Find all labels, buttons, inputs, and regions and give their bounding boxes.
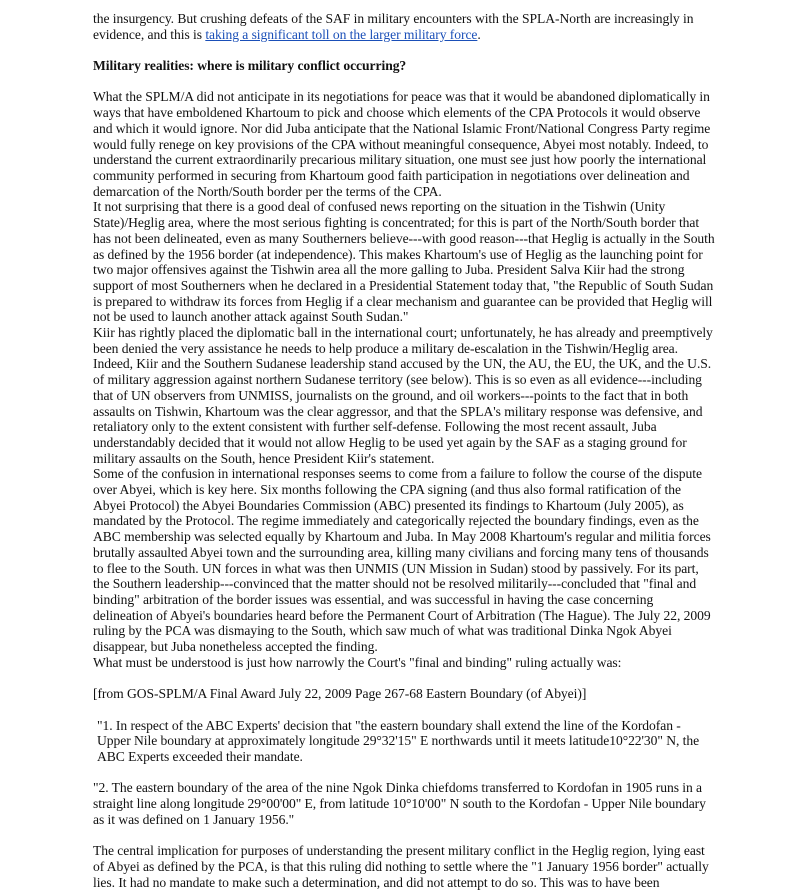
- intro-paragraph: [93, 11, 715, 42]
- spacer: [93, 702, 715, 718]
- spacer: [93, 42, 715, 58]
- section-heading: Military realities: where is military conflict occurring?: [93, 58, 407, 74]
- quoted-ruling-2: "2. The eastern boundary of the area of the nine Ngok Dinka chiefdoms transferred to Kordofan in 1905 runs in a straight line along longitude 29°00'00" E, from latitude 10°10'00" N south to the Kordofan - Upper Nile boundary as it was defined on 1 January 1956.": [93, 780, 706, 827]
- intro-text-end: .: [477, 26, 481, 42]
- intro-text: the insurgency. But crushing defeats of the SAF in military encounters with the SPLA-North are increasingly in evidence, and this is: [93, 11, 694, 42]
- body-paragraph: It not surprising that there is a good deal of confused news reporting on the situation in the Tishwin (Unity State)/Heglig area, where the most serious fighting is concentrated; for this is part of the North/South border that has not been delineated, even as many Southerners believe---with good reason---that Heglig is actually in the South as defined by the 1956 border (at independence). This makes Khartoum's use of Heglig as the launching point for two major offensives against the Tishwin area all the more galling to Juba. President Salva Kiir had the strong support of most Southerners when he declared in a Presidential Statement today that, "the Republic of South Sudan is prepared to withdraw its forces from Heglig if a clear mechanism and guarantee can be provided that Heglig will not be used to launch another attack against South Sudan.": [93, 199, 715, 325]
- citation: [from GOS-SPLM/A Final Award July 22, 2009 Page 267-68 Eastern Boundary (of Abyei)]: [93, 686, 587, 702]
- spacer: [93, 74, 715, 90]
- body-paragraph: What the SPLM/A did not anticipate in its negotiations for peace was that it would be abandoned diplomatically in ways that have emboldened Khartoum to pick and choose which elements of the CPA Protocols it would observe and which it would ignore. Nor did Juba anticipate that the National Islamic Front/National Congress Party regime would fully renege on key provisions of the CPA without meaningful consequence, Abyei most notably. Indeed, to understand the current extraordinarily precarious military situation, one must see just how poorly the international community performed in securing from Khartoum good faith participation in negotiations over delineation and demarcation of the North/South border per the terms of the CPA.: [93, 89, 711, 199]
- article-link[interactable]: taking a significant toll on the larger military force: [205, 26, 478, 42]
- article-body: [93, 11, 715, 890]
- body-paragraph: What must be understood is just how narrowly the Court's "final and binding" ruling actually was:: [93, 654, 622, 670]
- spacer: [93, 827, 715, 843]
- closing-paragraph: The central implication for purposes of understanding the present military conflict in the Heglig region, lying east of Abyei as defined by the PCA, is that this ruling did nothing to settle where the "1 January 1956 border" actually lies. It had no mandate to make such a determination, and did not attempt to do so. This was to have been: [93, 843, 709, 890]
- body-paragraph: Kiir has rightly placed the diplomatic ball in the international court; unfortunately, he has already and preemptively been denied the very assistance he needs to help produce a military de-escalation in the Tishwin/Heglig area. Indeed, Kiir and the Southern Sudanese leadership stand accused by the UN, the AU, the EU, the UK, and the U.S. of military aggression against northern Sudanese territory (see below). This is so even as all evidence---including that of UN observers from UNMISS, journalists on the ground, and oil workers---points to the fact that in both assaults on Tishwin, Khartoum was the clear aggressor, and that the SPLA's military response was defensive, and retaliatory only to the extent consistent with further self-defense. Following the most recent assault, Juba understandably decided that it would not allow Heglig to be used yet again by the SAF as a staging ground for military assaults on the South, hence President Kiir's statement.: [93, 325, 713, 466]
- body-paragraph: Some of the confusion in international responses seems to come from a failure to follow the course of the dispute over Abyei, which is key here. Six months following the CPA signing (and thus also formal ratification of the Abyei Protocol) the Abyei Boundaries Commission (ABC) presented its findings to Khartoum (July 2005), as mandated by the Protocol. The regime immediately and categorically rejected the boundary findings, even as the ABC membership was selected equally by Khartoum and Juba. In May 2008 Khartoum's regular and militia forces brutally assaulted Abyei town and the surrounding area, killing many civilians and forcing many tens of thousands to flee to the South. UN forces in what was then UNMIS (UN Mission in Sudan) stood by passively. For its part, the Southern leadership---convinced that the matter should not be resolved militarily---concluded that "final and binding" arbitration of the border issues was essential, and was successful in having the case concerning delineation of Abyei's boundaries heard before the Permanent Court of Arbitration (The Hague). The July 22, 2009 ruling by the PCA was dismaying to the South, which saw much of what was traditional Dinka Ngok Abyei disappear, but Juba nonetheless accepted the finding.: [93, 466, 711, 655]
- spacer: [93, 765, 715, 781]
- quoted-ruling-1: "1. In respect of the ABC Experts' decision that "the eastern boundary shall extend the line of the Kordofan - Upper Nile boundary at approximately longitude 29°32'15" E northwards until it meets latitude10°22'30" N, the ABC Experts exceeded their mandate.: [97, 717, 700, 764]
- spacer: [93, 671, 715, 687]
